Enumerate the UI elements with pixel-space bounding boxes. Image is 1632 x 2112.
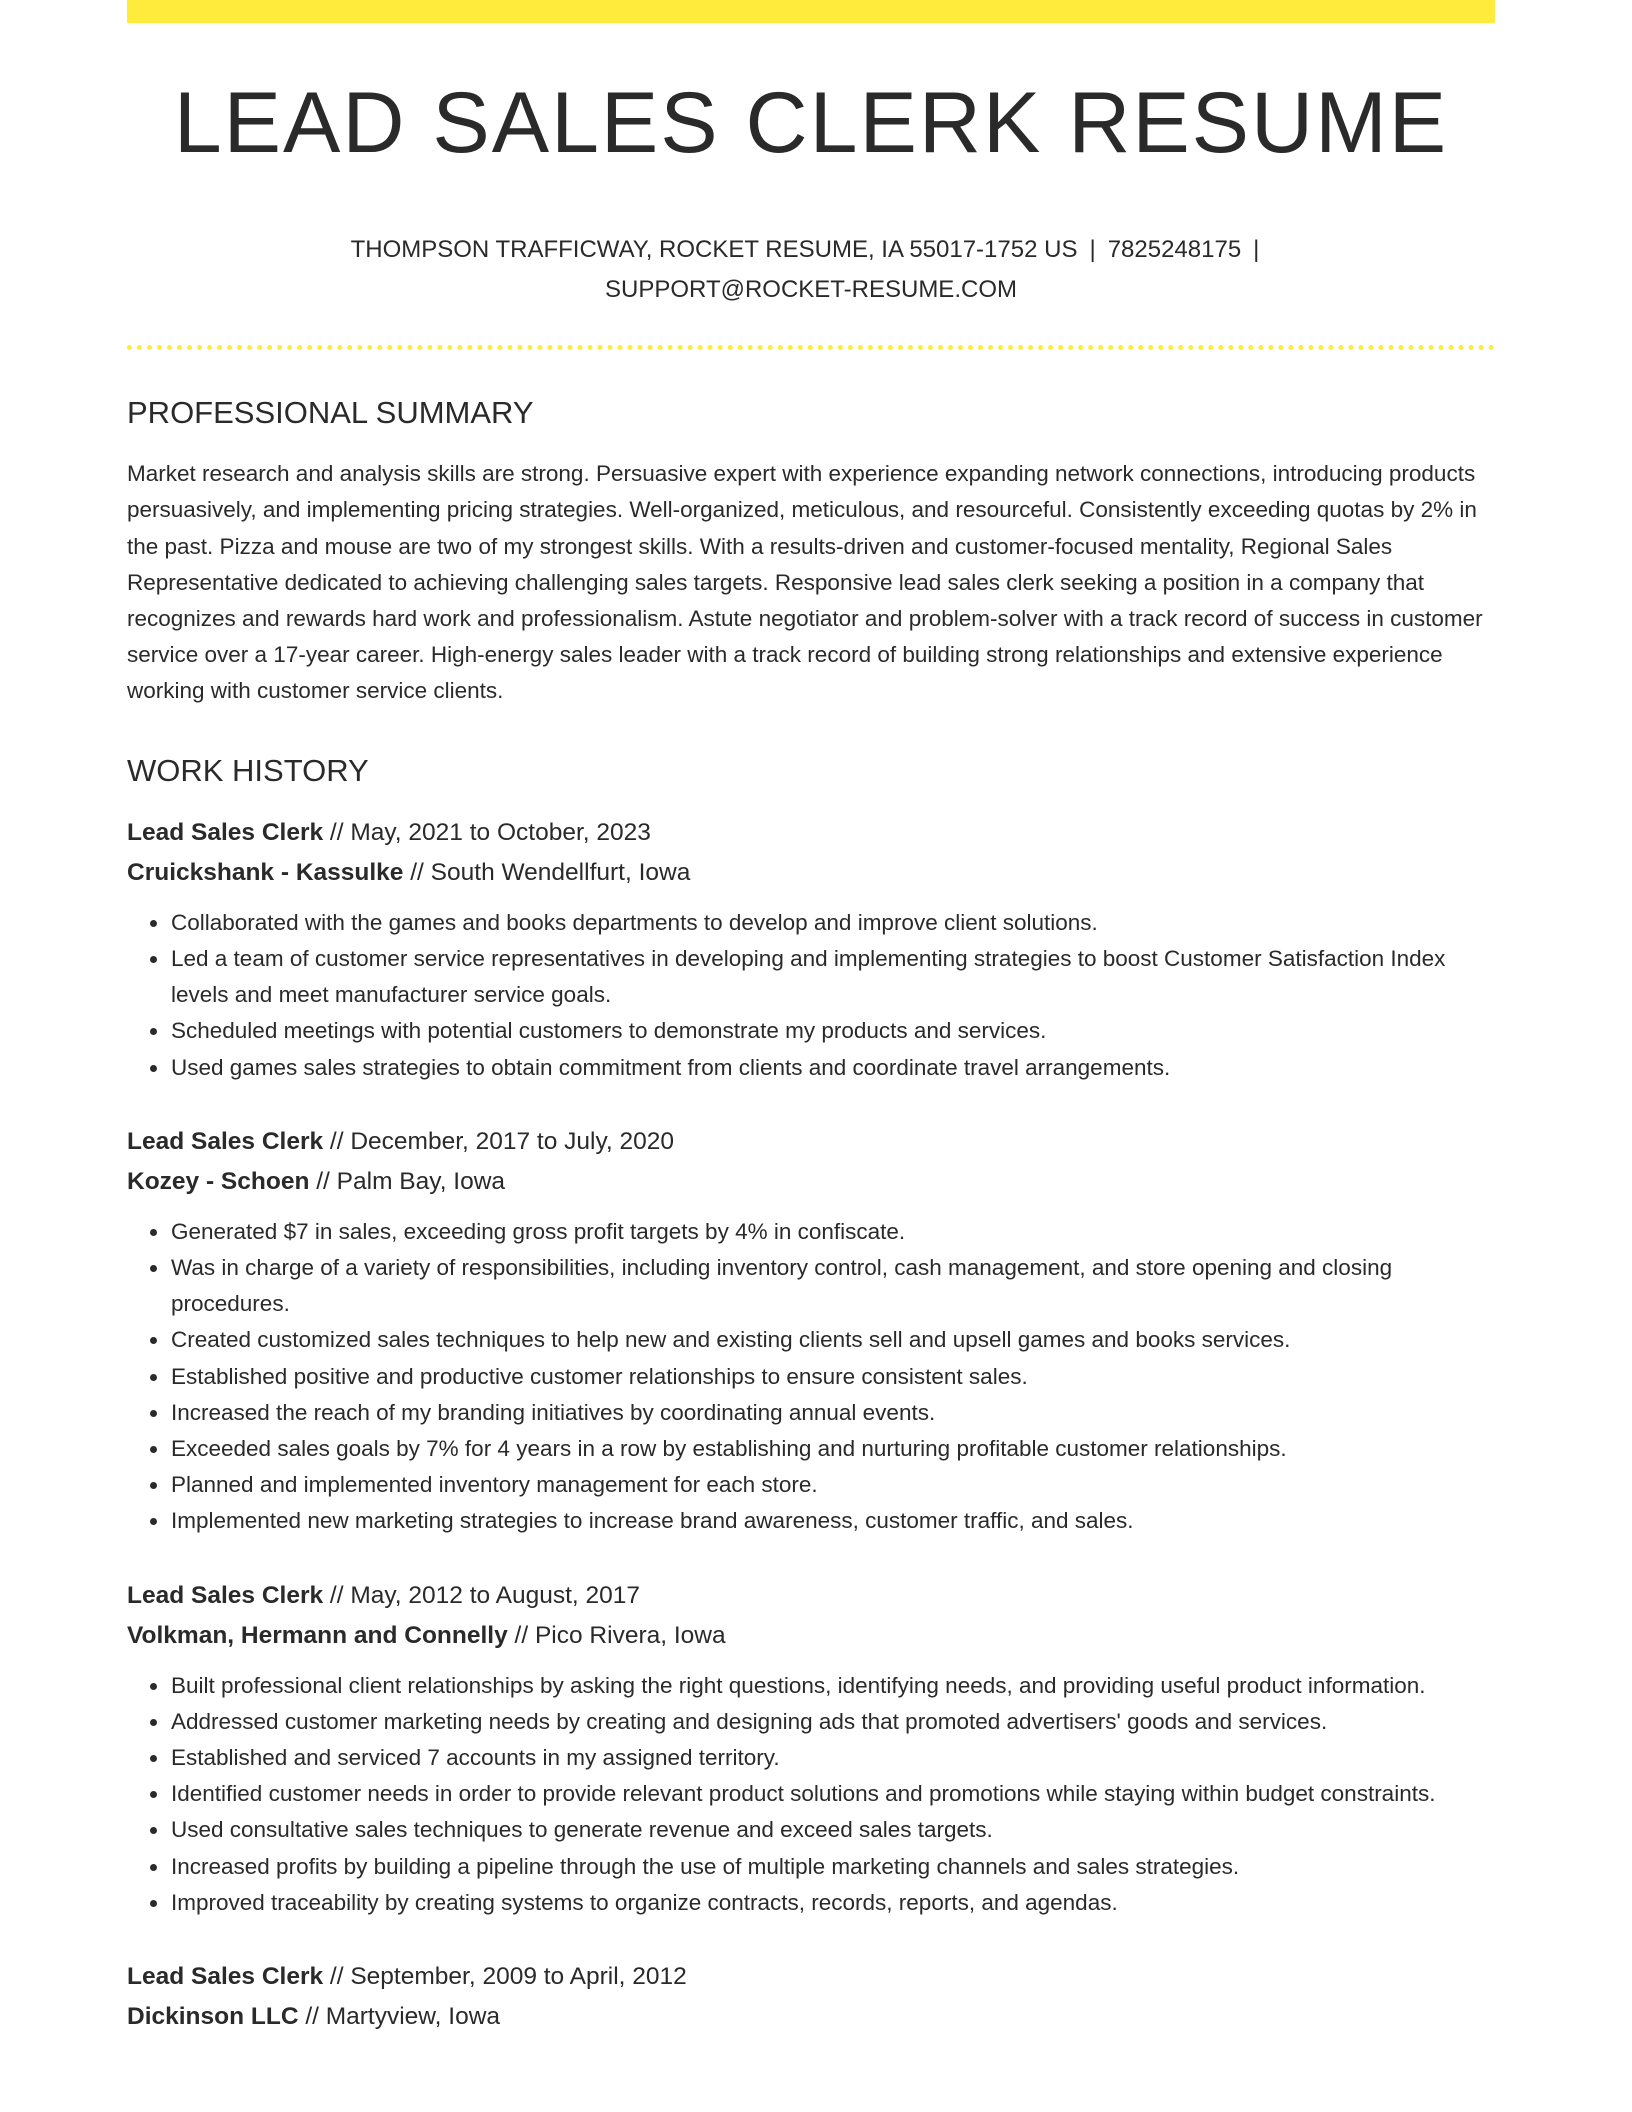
job-title-line bbox=[127, 1122, 1495, 1162]
job-title: Lead Sales Clerk bbox=[127, 1127, 324, 1155]
job-bullet: • Led a team of customer service representatives in developing and implementing strategies to boost Customer Satisfaction Index levels and meet manufacturer service goals. bbox=[170, 941, 1495, 1013]
contact-phone: 7825248175 bbox=[1107, 236, 1242, 263]
job-company: Cruickshank - Kassulke bbox=[127, 858, 404, 886]
job-bullet: • Implemented new marketing strategies to increase brand awareness, customer traffic, and sales. bbox=[170, 1503, 1495, 1539]
job-bullet: • Scheduled meetings with potential customers to demonstrate my products and services. bbox=[170, 1013, 1495, 1049]
summary-text: Market research and analysis skills are strong. Persuasive expert with experience expanding network connections, introducing products persuasively, and implementing pricing strategies. Well-organized, meticulous, and resourceful. Consistently exceeding quotas by 2% in the past. Pizza and mouse are two of my strongest skills. With a results-driven and customer-focused mentality, Regional Sales Representative dedicated to achieving challenging sales targets. Responsive lead sales clerk seeking a position in a company that recognizes and rewards hard work and professionalism. Astute negotiator and problem-solver with a track record of success in customer service over a 17-year career. High-energy sales leader with a track record of building strong relationships and extensive experience working with customer service clients. bbox=[127, 461, 1483, 704]
job-dates: // May, 2021 to October, 2023 bbox=[323, 818, 651, 846]
section-heading-work-history: WORK HISTORY bbox=[127, 752, 369, 788]
contact-separator: | bbox=[1089, 236, 1096, 263]
job-bullet: • Collaborated with the games and books departments to develop and improve client solutions. bbox=[170, 905, 1495, 941]
job-bullet: • Established and serviced 7 accounts in my assigned territory. bbox=[170, 1740, 1495, 1776]
job-bullet: • Improved traceability by creating systems to organize contracts, records, reports, and agendas. bbox=[170, 1885, 1495, 1921]
job-title: Lead Sales Clerk bbox=[127, 1963, 324, 1991]
job-bullet: • Planned and implemented inventory management for each store. bbox=[170, 1467, 1495, 1503]
job-location: // South Wendellfurt, Iowa bbox=[403, 858, 691, 886]
job-entry bbox=[127, 1957, 1495, 2037]
job-entry bbox=[127, 813, 1495, 1086]
job-location: // Palm Bay, Iowa bbox=[309, 1167, 506, 1195]
job-company-line bbox=[127, 1616, 1495, 1656]
contact-separator: | bbox=[1253, 236, 1260, 263]
job-bullets bbox=[127, 905, 1495, 1086]
job-bullets bbox=[127, 1214, 1495, 1540]
job-bullet: • Increased the reach of my branding initiatives by coordinating annual events. bbox=[170, 1395, 1495, 1431]
job-bullet: • Identified customer needs in order to provide relevant product solutions and promotions while staying within budget constraints. bbox=[170, 1776, 1495, 1812]
contact-info bbox=[127, 230, 1495, 310]
job-bullet: • Generated $7 in sales, exceeding gross profit targets by 4% in confiscate. bbox=[170, 1214, 1495, 1250]
job-bullet: • Used consultative sales techniques to generate revenue and exceed sales targets. bbox=[170, 1812, 1495, 1848]
job-title-line bbox=[127, 1576, 1495, 1616]
job-title-line bbox=[127, 813, 1495, 853]
job-company: Kozey - Schoen bbox=[127, 1167, 310, 1195]
page-title: LEAD SALES CLERK RESUME bbox=[173, 75, 1449, 171]
job-dates: // December, 2017 to July, 2020 bbox=[323, 1127, 675, 1155]
job-bullet: • Built professional client relationships by asking the right questions, identifying needs, and providing useful product information. bbox=[170, 1668, 1495, 1704]
job-bullets bbox=[127, 1668, 1495, 1921]
contact-email: SUPPORT@ROCKET-RESUME.COM bbox=[605, 276, 1017, 303]
job-location: // Pico Rivera, Iowa bbox=[507, 1621, 726, 1649]
job-bullet: • Increased profits by building a pipeline through the use of multiple marketing channels and sales strategies. bbox=[170, 1849, 1495, 1885]
job-company: Volkman, Hermann and Connelly bbox=[127, 1621, 508, 1649]
job-bullet: • Addressed customer marketing needs by creating and designing ads that promoted advertisers' goods and services. bbox=[170, 1704, 1495, 1740]
job-company-line bbox=[127, 1162, 1495, 1202]
job-dates: // May, 2012 to August, 2017 bbox=[323, 1581, 641, 1609]
job-location: // Martyview, Iowa bbox=[298, 2003, 501, 2031]
dotted-divider bbox=[127, 345, 1495, 350]
section-heading-summary: PROFESSIONAL SUMMARY bbox=[127, 395, 534, 430]
job-bullet: • Established positive and productive customer relationships to ensure consistent sales. bbox=[170, 1359, 1495, 1395]
job-entry bbox=[127, 1122, 1495, 1540]
job-company-line bbox=[127, 853, 1495, 893]
job-dates: // September, 2009 to April, 2012 bbox=[323, 1963, 687, 1991]
job-bullet: • Created customized sales techniques to help new and existing clients sell and upsell games and books services. bbox=[170, 1322, 1495, 1358]
job-title-line bbox=[127, 1957, 1495, 1997]
resume-page bbox=[127, 0, 1495, 2037]
job-company: Dickinson LLC bbox=[127, 2003, 299, 2031]
contact-address: THOMPSON TRAFFICWAY, ROCKET RESUME, IA 55017-1752 US bbox=[350, 236, 1078, 263]
job-title: Lead Sales Clerk bbox=[127, 1581, 324, 1609]
job-title: Lead Sales Clerk bbox=[127, 818, 324, 846]
job-bullet: • Exceeded sales goals by 7% for 4 years in a row by establishing and nurturing profitable customer relationships. bbox=[170, 1431, 1495, 1467]
job-entry bbox=[127, 1576, 1495, 1921]
job-company-line bbox=[127, 1997, 1495, 2037]
job-bullet: • Was in charge of a variety of responsibilities, including inventory control, cash management, and store opening and closing procedures. bbox=[170, 1250, 1495, 1322]
work-history-list bbox=[127, 813, 1495, 2037]
accent-top-bar bbox=[127, 0, 1495, 23]
job-bullet: • Used games sales strategies to obtain commitment from clients and coordinate travel arrangements. bbox=[170, 1050, 1495, 1086]
